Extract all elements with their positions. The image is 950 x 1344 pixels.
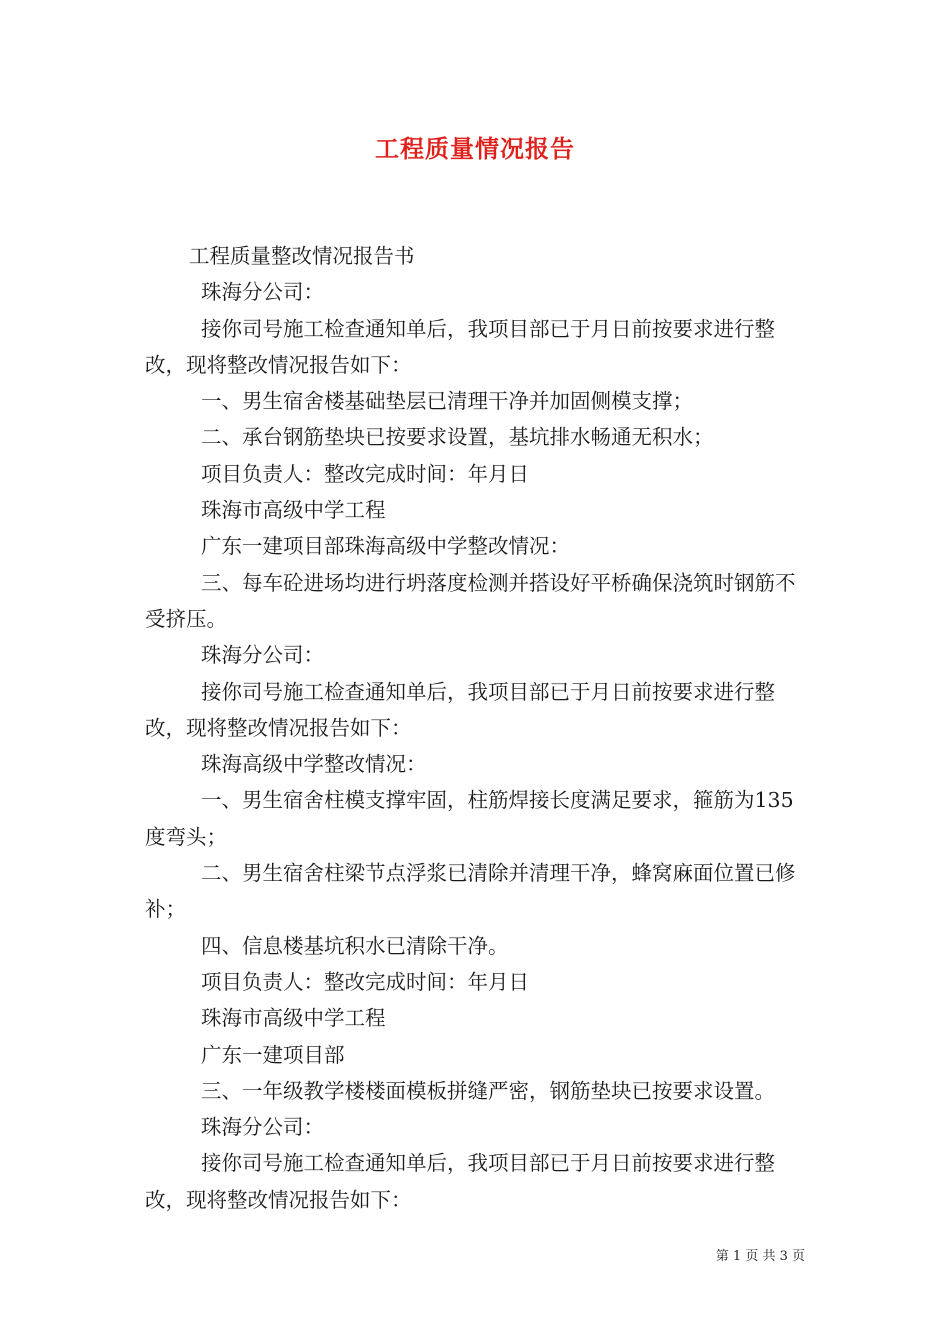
- paragraph: 二、男生宿舍柱梁节点浮浆已清除并清理干净，蜂窝麻面位置已修补；: [145, 861, 796, 922]
- paragraph: 珠海高级中学整改情况：: [201, 752, 427, 777]
- paragraph: 接你司号施工检查通知单后，我项目部已于月日前按要求进行整改，现将整改情况报告如下：: [145, 1151, 775, 1212]
- paragraph: 广东一建项目部: [201, 1042, 345, 1067]
- paragraph: 工程质量整改情况报告书: [189, 244, 415, 268]
- paragraph: 一、男生宿舍楼基础垫层已清理干净并加固侧模支撑；: [201, 389, 693, 414]
- paragraph: 项目负责人：整改完成时间：年月日: [201, 461, 529, 486]
- paragraph: 广东一建项目部珠海高级中学整改情况：: [201, 534, 570, 559]
- paragraph: 珠海分公司：: [201, 643, 324, 668]
- document-title: 工程质量情况报告: [375, 134, 575, 163]
- paragraph: 四、信息楼基坑积水已清除干净。: [201, 933, 509, 958]
- paragraph: 珠海分公司：: [201, 1115, 324, 1140]
- page-number-footer: 第 1 页 共 3 页: [715, 1249, 805, 1264]
- paragraph: 一、男生宿舍柱模支撑牢固，柱筋焊接长度满足要求，箍筋为135度弯头；: [145, 788, 794, 849]
- paragraph: 项目负责人：整改完成时间：年月日: [201, 969, 529, 994]
- paragraph: 二、承台钢筋垫块已按要求设置，基坑排水畅通无积水；: [201, 425, 714, 450]
- paragraph: 珠海分公司：: [201, 280, 324, 305]
- paragraph: 珠海市高级中学工程: [201, 498, 386, 523]
- paragraph: 接你司号施工检查通知单后，我项目部已于月日前按要求进行整改，现将整改情况报告如下：: [145, 316, 775, 377]
- paragraph: 接你司号施工检查通知单后，我项目部已于月日前按要求进行整改，现将整改情况报告如下：: [145, 679, 775, 740]
- paragraph: 三、一年级教学楼楼面模板拼缝严密，钢筋垫块已按要求设置。: [201, 1078, 775, 1103]
- document-body: [145, 238, 810, 1218]
- paragraph: 三、每车砼进场均进行坍落度检测并搭设好平桥确保浇筑时钢筋不受挤压。: [145, 570, 796, 631]
- paragraph: 珠海市高级中学工程: [201, 1006, 386, 1031]
